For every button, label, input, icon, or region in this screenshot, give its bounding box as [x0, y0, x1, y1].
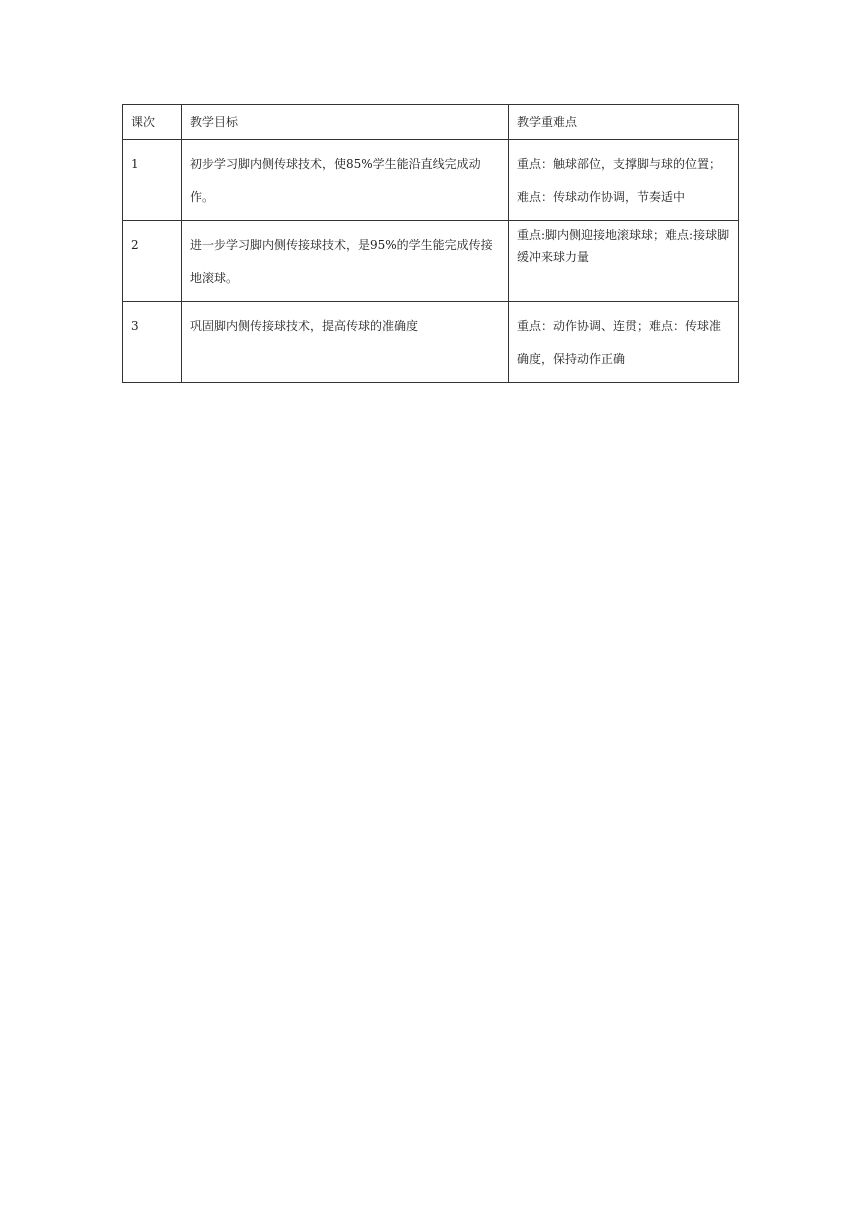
teaching-goal: 初步学习脚内侧传球技术，使85%学生能沿直线完成动作。: [182, 140, 509, 221]
header-key-difficult-points: 教学重难点: [509, 105, 739, 140]
key-difficult-points: 重点：触球部位，支撑脚与球的位置；难点：传球动作协调，节奏适中: [509, 140, 739, 221]
key-difficult-points: 重点:脚内侧迎接地滚球球；难点:接球脚缓冲来球力量: [509, 221, 739, 302]
header-teaching-goal: 教学目标: [182, 105, 509, 140]
table-row: [123, 140, 739, 221]
teaching-goal: 巩固脚内侧传接球技术，提高传球的准确度: [182, 302, 509, 383]
lesson-number: 2: [123, 221, 182, 302]
table-row: [123, 302, 739, 383]
lesson-plan-table: [122, 104, 739, 383]
lesson-number: 3: [123, 302, 182, 383]
table-header-row: [123, 105, 739, 140]
lesson-number: 1: [123, 140, 182, 221]
table-row: [123, 221, 739, 302]
key-difficult-points: 重点：动作协调、连贯；难点：传球准确度，保持动作正确: [509, 302, 739, 383]
teaching-goal: 进一步学习脚内侧传接球技术，是95%的学生能完成传接地滚球。: [182, 221, 509, 302]
header-lesson: 课次: [123, 105, 182, 140]
